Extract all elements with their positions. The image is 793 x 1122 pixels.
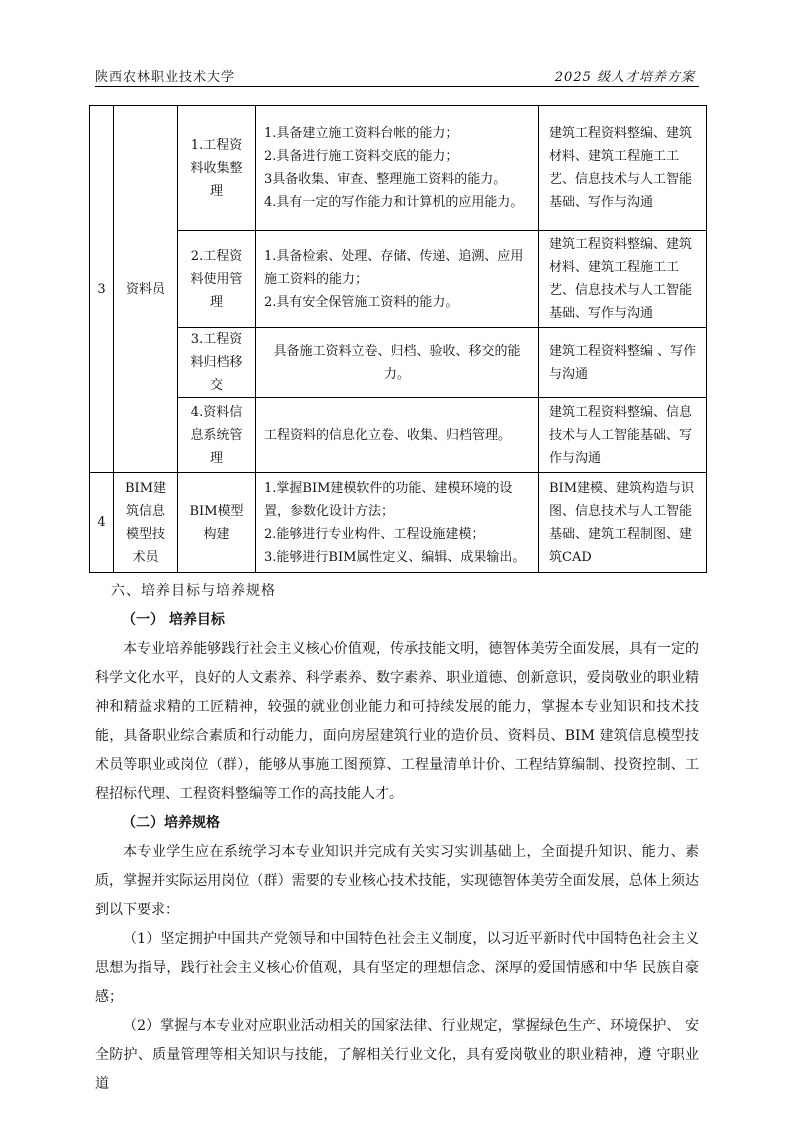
ability-cell [256, 473, 539, 573]
work-task: 4.资料信息系统管理 [178, 398, 256, 473]
ability-item: 1.具备检索、处理、存储、传递、追溯、应用施工资料的能力； [264, 248, 524, 287]
section-title: 六、培养目标与培养规格 [111, 583, 276, 599]
row-number: 4 [90, 473, 114, 573]
job-role: BIM建筑信息模型技术员 [114, 473, 178, 573]
section-body [95, 577, 699, 1099]
row-number: 3 [90, 106, 114, 473]
ability-item: 2.具有安全保管施工资料的能力。 [264, 294, 459, 310]
table-row [90, 231, 707, 328]
course-cell: 建筑工程资料整编、信息技术与人工智能基础、写作与沟通 [539, 398, 707, 473]
ability-item: 3具备收集、审查、整理施工资料的能力。 [264, 172, 507, 187]
table-row [90, 328, 707, 398]
page-header [95, 64, 699, 86]
table-row [90, 398, 707, 473]
ability-item: 工程资料的信息化立卷、收集、归档管理。 [264, 427, 512, 443]
work-task: BIM模型构建 [178, 473, 256, 573]
course-cell: 建筑工程资料整编、建筑材料、建筑工程施工工艺、信息技术与人工智能基础、写作与沟通 [539, 106, 707, 231]
ability-item: 1.掌握BIM建模软件的功能、建模环境的设置，参数化设计方法； [264, 480, 513, 519]
work-task: 3.工程资料归档移交 [178, 328, 256, 398]
ability-item: 4.具有一定的写作能力和计算机的应用能力。 [264, 195, 524, 210]
course-cell: BIM建模、建筑构造与识图、信息技术与人工智能基础、建筑工程制图、建筑CAD [539, 473, 707, 573]
course-cell: 建筑工程资料整编 、写作与沟通 [539, 328, 707, 398]
table-row [90, 473, 707, 573]
ability-item: 2.能够进行专业构件、工程设施建模； [264, 526, 485, 542]
job-ability-table [89, 105, 707, 573]
ability-item: 具备施工资料立卷、归档、验收、移交的能力。 [273, 343, 521, 382]
spec-intro-paragraph: 本专业学生应在系统学习本专业知识并完成有关实习实训基础上，全面提升知识、能力、素质，掌握并实际运用岗位（群）需要的专业核心技术技能，实现德智体美劳全面发展，总体上须达到以下要求： [95, 844, 699, 918]
goal-heading: （一） 培养目标 [122, 612, 225, 628]
spec-item-1: （1）坚定拥护中国共产党领导和中国特色社会主义制度，以习近平新时代中国特色社会主义思想为指导，践行社会主义核心价值观，具有坚定的理想信念、深厚的爱国情感和中华 民族自豪感； [95, 931, 699, 1005]
header-rule [95, 86, 699, 87]
ability-cell [256, 398, 539, 473]
spec-item-2: （2）掌握与本专业对应职业活动相关的国家法律、行业规定，掌握绿色生产、环境保护、 安全防护、质量管理等相关知识与技能，了解相关行业文化，具有爱岗敬业的职业精神，遵 守职业道 [95, 1018, 699, 1092]
course-cell: 建筑工程资料整编、建筑材料、建筑工程施工工艺、信息技术与人工智能基础、写作与沟通 [539, 231, 707, 328]
work-task: 1.工程资料收集整理 [178, 106, 256, 231]
ability-cell [256, 231, 539, 328]
job-role: 资料员 [114, 106, 178, 473]
ability-item: 3.能够进行BIM属性定义、编辑、成果输出。 [264, 549, 526, 565]
ability-item: 2.具备进行施工资料交底的能力； [264, 149, 459, 164]
goal-paragraph: 本专业培养能够践行社会主义核心价值观，传承技能文明，德智体美劳全面发展，具有一定的科学文化水平，良好的人文素养、科学素养、数字素养、职业道德、创新意识，爱岗敬业的职业精神和精益求精的工匠精神，较强的就业创业能力和可持续发展的能力，掌握本专业知识和技术技能，具备职业综合素质和行动能力，面向房屋建筑行业的造价员、资料员、BIM 建筑信息模型技术员等职业或岗位（群），能够从事施工图预算、工程量清单计价、工程结算编制、投资控制、工程招标代理、工程资料整编等工作的高技能人才。 [95, 641, 699, 802]
ability-cell [256, 106, 539, 231]
ability-cell [256, 328, 539, 398]
header-plan-title: 2025 级人才培养方案 [554, 70, 695, 85]
ability-item: 1.具备建立施工资料台帐的能力； [264, 126, 459, 141]
spec-heading: （二）培养规格 [122, 815, 220, 831]
table-row [90, 106, 707, 231]
header-university: 陕西农林职业技术大学 [95, 70, 236, 85]
work-task: 2.工程资料使用管理 [178, 231, 256, 328]
